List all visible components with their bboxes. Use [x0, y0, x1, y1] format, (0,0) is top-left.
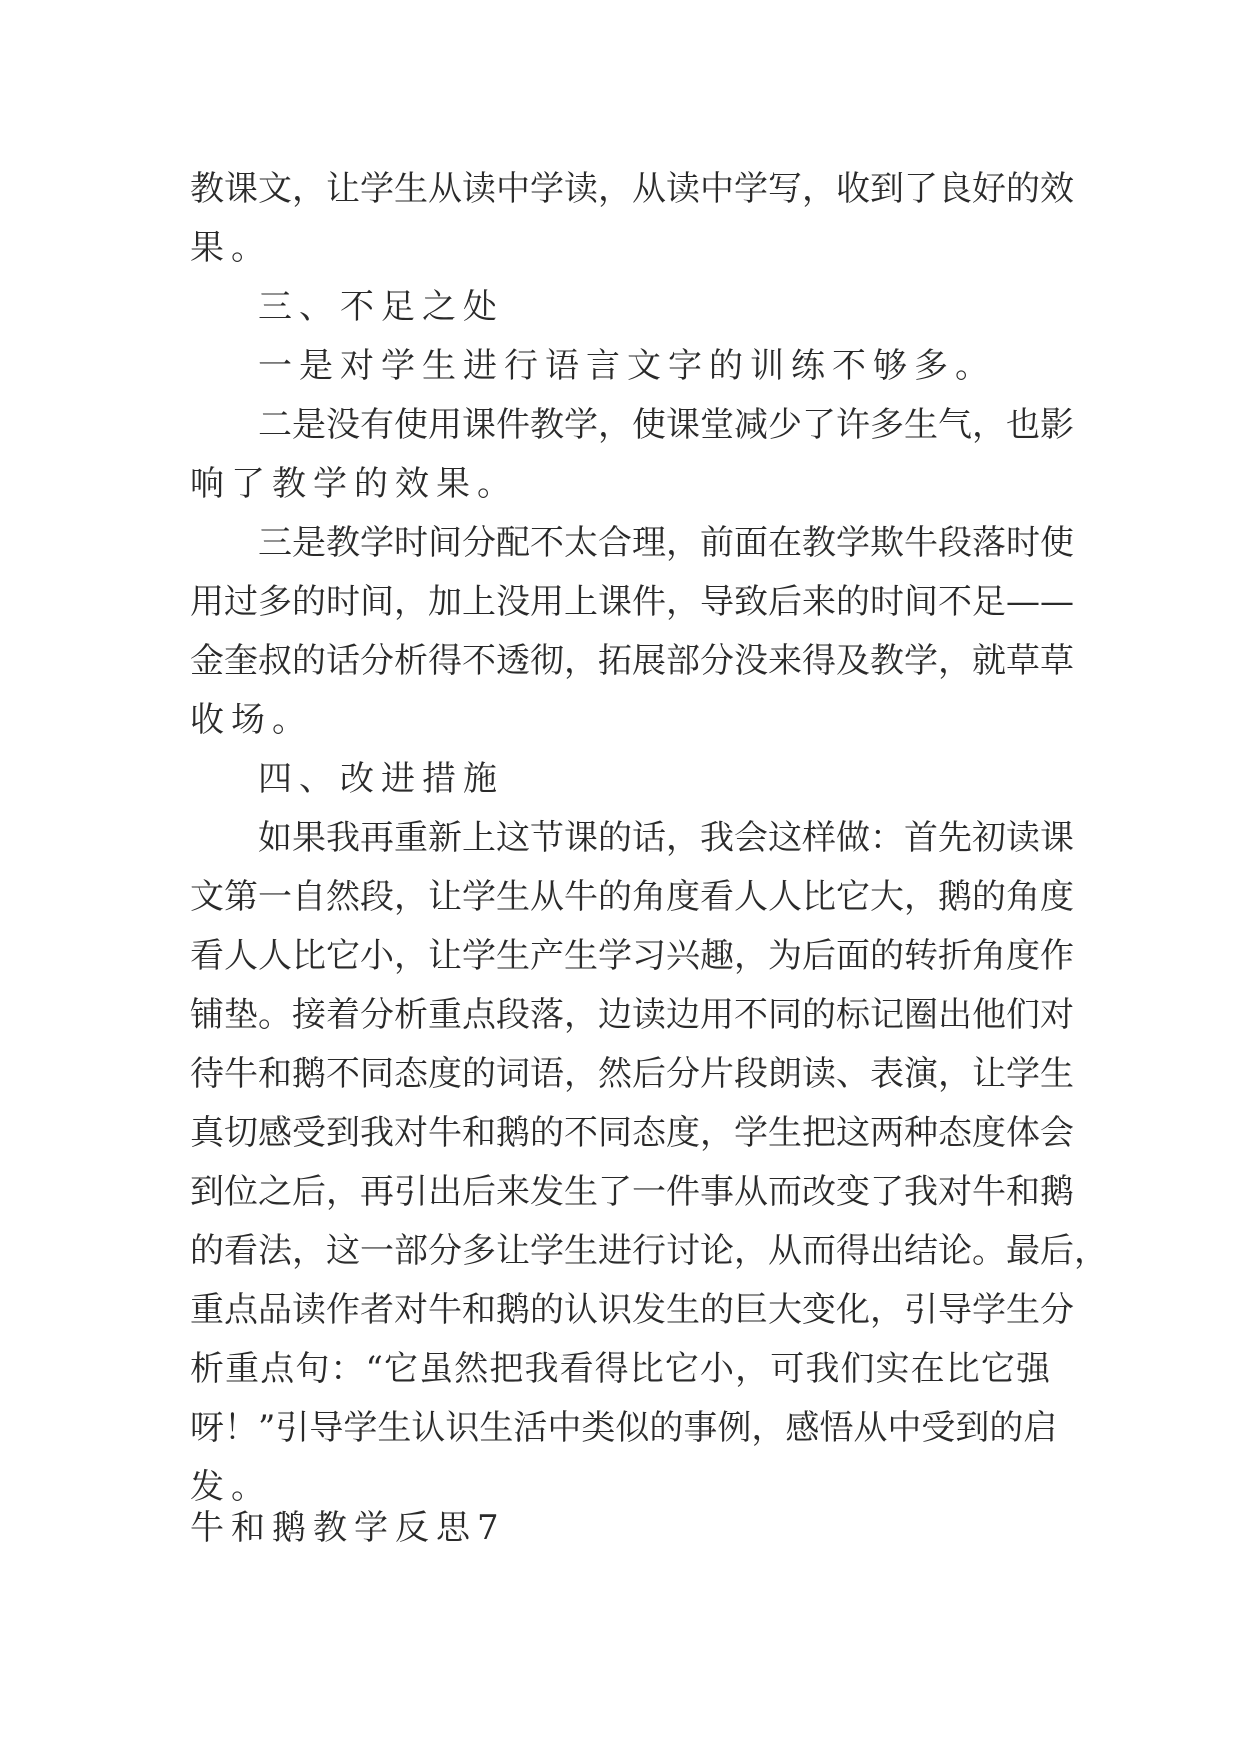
- next-section-title: 牛和鹅教学反思7: [190, 1508, 506, 1548]
- text-line: 如果我再重新上这节课的话，我会这样做：首先初读课: [258, 818, 1074, 858]
- text-line: 三是教学时间分配不太合理，前面在教学欺牛段落时使: [258, 523, 1074, 563]
- section-heading: 四、改进措施: [258, 759, 504, 799]
- text-line: 到位之后，再引出后来发生了一件事从而改变了我对牛和鹅: [190, 1172, 1074, 1212]
- text-line: 发。: [190, 1467, 272, 1507]
- text-line: 文第一自然段，让学生从牛的角度看人人比它大，鹅的角度: [190, 877, 1074, 917]
- text-line: 二是没有使用课件教学，使课堂减少了许多生气，也影: [258, 405, 1074, 445]
- text-line: 重点品读作者对牛和鹅的认识发生的巨大变化，引导学生分: [190, 1290, 1074, 1330]
- text-line: 待牛和鹅不同态度的词语，然后分片段朗读、表演，让学生: [190, 1054, 1074, 1094]
- text-line: 金奎叔的话分析得不透彻，拓展部分没来得及教学，就草草: [190, 641, 1074, 681]
- text-line: 的看法，这一部分多让学生进行讨论，从而得出结论。最后，: [190, 1231, 1108, 1271]
- document-body: [190, 160, 1108, 1517]
- text-line: 果。: [190, 228, 272, 268]
- text-line: 析重点句：“它虽然把我看得比它小，可我们实在比它强: [190, 1349, 1050, 1389]
- text-line: 真切感受到我对牛和鹅的不同态度，学生把这两种态度体会: [190, 1113, 1074, 1153]
- section-heading: 三、不足之处: [258, 287, 504, 327]
- text-line: 呀！”引导学生认识生活中类似的事例，感悟从中受到的启: [190, 1408, 1058, 1448]
- text-line: 教课文，让学生从读中学读，从读中学写，收到了良好的效: [190, 169, 1074, 209]
- text-line: 响了教学的效果。: [190, 464, 518, 504]
- text-line: 看人人比它小，让学生产生学习兴趣，为后面的转折角度作: [190, 936, 1074, 976]
- text-line: 铺垫。接着分析重点段落，边读边用不同的标记圈出他们对: [190, 995, 1074, 1035]
- text-line: 收场。: [190, 700, 313, 740]
- text-line: 一是对学生进行语言文字的训练不够多。: [258, 346, 996, 386]
- text-line: 用过多的时间，加上没用上课件，导致后来的时间不足——: [190, 582, 1074, 622]
